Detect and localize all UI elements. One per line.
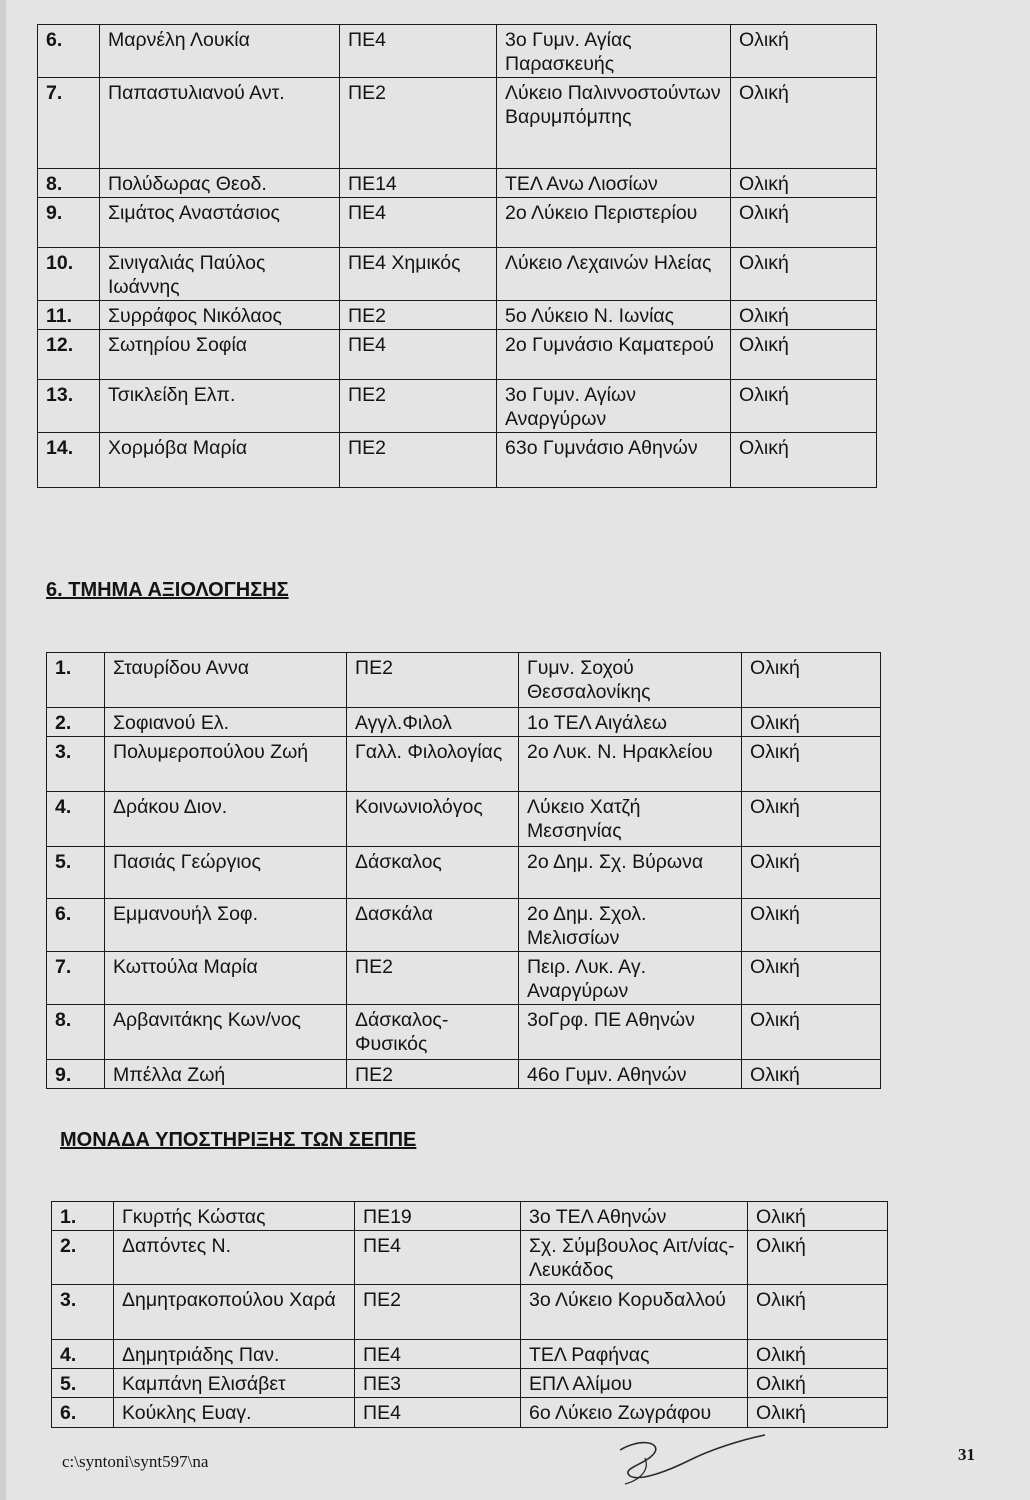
row-name: Πασιάς Γεώργιος bbox=[105, 847, 347, 899]
row-status: Ολική bbox=[731, 248, 877, 301]
row-name: Συρράφος Νικόλαος bbox=[100, 301, 340, 330]
table-row bbox=[38, 433, 877, 488]
table-row bbox=[38, 380, 877, 433]
row-status: Ολική bbox=[742, 899, 881, 952]
row-school: 3ο Γυμν. Αγίας Παρασκευής bbox=[497, 25, 731, 78]
evaluation-staff-table bbox=[46, 652, 881, 1089]
row-specialty: ΠΕ19 bbox=[355, 1202, 521, 1231]
row-specialty: ΠΕ2 bbox=[355, 1285, 521, 1340]
row-status: Ολική bbox=[731, 301, 877, 330]
row-specialty: ΠΕ2 bbox=[340, 433, 497, 488]
row-name: Σταυρίδου Αννα bbox=[105, 653, 347, 708]
row-specialty: ΠΕ2 bbox=[347, 1060, 519, 1089]
row-status: Ολική bbox=[731, 78, 877, 169]
row-specialty: ΠΕ4 bbox=[355, 1231, 521, 1285]
row-number: 2. bbox=[47, 708, 105, 737]
row-school: ΤΕΛ Ραφήνας bbox=[521, 1340, 748, 1369]
row-status: Ολική bbox=[748, 1202, 888, 1231]
row-specialty: ΠΕ4 bbox=[340, 330, 497, 380]
row-specialty: ΠΕ4 bbox=[340, 198, 497, 248]
table-row bbox=[38, 169, 877, 198]
table-row bbox=[47, 792, 881, 847]
row-school: 6ο Λύκειο Ζωγράφου bbox=[521, 1398, 748, 1428]
row-name: Δημητριάδης Παν. bbox=[114, 1340, 355, 1369]
row-school: 2ο Δημ. Σχ. Βύρωνα bbox=[519, 847, 742, 899]
row-specialty: ΠΕ2 bbox=[340, 78, 497, 169]
row-number: 9. bbox=[38, 198, 100, 248]
row-status: Ολική bbox=[748, 1369, 888, 1398]
row-number: 3. bbox=[47, 737, 105, 792]
table-row bbox=[47, 1060, 881, 1089]
row-school: 63ο Γυμνάσιο Αθηνών bbox=[497, 433, 731, 488]
table-row bbox=[38, 248, 877, 301]
table-row bbox=[38, 78, 877, 169]
row-school: Λύκειο Χατζή Μεσσηνίας bbox=[519, 792, 742, 847]
row-status: Ολική bbox=[742, 737, 881, 792]
row-status: Ολική bbox=[742, 1005, 881, 1060]
row-status: Ολική bbox=[742, 653, 881, 708]
row-specialty: ΠΕ3 bbox=[355, 1369, 521, 1398]
row-number: 6. bbox=[52, 1398, 114, 1428]
row-school: 2ο Δημ. Σχολ. Μελισσίων bbox=[519, 899, 742, 952]
row-name: Κωττούλα Μαρία bbox=[105, 952, 347, 1005]
row-school: ΤΕΛ Ανω Λιοσίων bbox=[497, 169, 731, 198]
page-number: 31 bbox=[958, 1445, 975, 1464]
table-row bbox=[52, 1231, 888, 1285]
row-status: Ολική bbox=[731, 380, 877, 433]
row-name: Καμπάνη Ελισάβετ bbox=[114, 1369, 355, 1398]
row-specialty: ΠΕ4 bbox=[340, 25, 497, 78]
row-school: 1ο ΤΕΛ Αιγάλεω bbox=[519, 708, 742, 737]
row-name: Σινιγαλιάς Παύλος Ιωάννης bbox=[100, 248, 340, 301]
row-name: Δημητρακοπούλου Χαρά bbox=[114, 1285, 355, 1340]
table-row bbox=[47, 1005, 881, 1060]
row-school: ΕΠΛ Αλίμου bbox=[521, 1369, 748, 1398]
row-name: Δαπόντες Ν. bbox=[114, 1231, 355, 1285]
row-specialty: Γαλλ. Φιλολογίας bbox=[347, 737, 519, 792]
row-name: Χορμόβα Μαρία bbox=[100, 433, 340, 488]
row-status: Ολική bbox=[748, 1340, 888, 1369]
row-name: Γκυρτής Κώστας bbox=[114, 1202, 355, 1231]
row-number: 7. bbox=[47, 952, 105, 1005]
row-school: 3ο Λύκειο Κορυδαλλού bbox=[521, 1285, 748, 1340]
row-number: 5. bbox=[47, 847, 105, 899]
row-status: Ολική bbox=[748, 1285, 888, 1340]
section-heading-support: ΜΟΝΑΔΑ ΥΠΟΣΤΗΡΙΞΗΣ ΤΩΝ ΣΕΠΠΕ bbox=[60, 1129, 417, 1151]
page-edge bbox=[0, 0, 6, 1500]
row-name: Σωτηρίου Σοφία bbox=[100, 330, 340, 380]
table-row bbox=[52, 1285, 888, 1340]
table-row bbox=[52, 1369, 888, 1398]
row-specialty: Κοινωνιολόγος bbox=[347, 792, 519, 847]
row-name: Κούκλης Ευαγ. bbox=[114, 1398, 355, 1428]
row-status: Ολική bbox=[742, 847, 881, 899]
table-row bbox=[52, 1340, 888, 1369]
row-number: 8. bbox=[47, 1005, 105, 1060]
row-number: 6. bbox=[47, 899, 105, 952]
row-name: Πολυμεροπούλου Ζωή bbox=[105, 737, 347, 792]
row-status: Ολική bbox=[731, 330, 877, 380]
row-status: Ολική bbox=[742, 952, 881, 1005]
row-status: Ολική bbox=[742, 1060, 881, 1089]
row-name: Παπαστυλιανού Αντ. bbox=[100, 78, 340, 169]
row-number: 13. bbox=[38, 380, 100, 433]
row-school: Πειρ. Λυκ. Αγ. Αναργύρων bbox=[519, 952, 742, 1005]
row-number: 10. bbox=[38, 248, 100, 301]
table-row bbox=[47, 653, 881, 708]
support-unit-table bbox=[51, 1201, 888, 1428]
row-number: 14. bbox=[38, 433, 100, 488]
table-row bbox=[38, 198, 877, 248]
row-specialty: ΠΕ2 bbox=[340, 380, 497, 433]
row-number: 1. bbox=[52, 1202, 114, 1231]
row-number: 7. bbox=[38, 78, 100, 169]
row-school: Γυμν. Σοχού Θεσσαλονίκης bbox=[519, 653, 742, 708]
row-school: 46ο Γυμν. Αθηνών bbox=[519, 1060, 742, 1089]
row-name: Μαρνέλη Λουκία bbox=[100, 25, 340, 78]
table-row bbox=[47, 952, 881, 1005]
row-number: 4. bbox=[52, 1340, 114, 1369]
row-school: Σχ. Σύμβουλος Αιτ/νίας-Λευκάδος bbox=[521, 1231, 748, 1285]
table-row bbox=[47, 899, 881, 952]
row-specialty: Δάσκαλος-Φυσικός bbox=[347, 1005, 519, 1060]
row-number: 12. bbox=[38, 330, 100, 380]
table-row bbox=[47, 708, 881, 737]
row-number: 6. bbox=[38, 25, 100, 78]
table-row bbox=[47, 847, 881, 899]
row-specialty: Δασκάλα bbox=[347, 899, 519, 952]
row-name: Σοφιανού Ελ. bbox=[105, 708, 347, 737]
staff-table-continued bbox=[37, 24, 877, 488]
row-status: Ολική bbox=[748, 1231, 888, 1285]
row-specialty: ΠΕ2 bbox=[347, 653, 519, 708]
row-number: 4. bbox=[47, 792, 105, 847]
row-status: Ολική bbox=[748, 1398, 888, 1428]
row-status: Ολική bbox=[731, 25, 877, 78]
row-status: Ολική bbox=[731, 433, 877, 488]
row-specialty: ΠΕ2 bbox=[340, 301, 497, 330]
table-row bbox=[38, 301, 877, 330]
row-number: 5. bbox=[52, 1369, 114, 1398]
row-school: 3ο ΤΕΛ Αθηνών bbox=[521, 1202, 748, 1231]
row-school: Λύκειο Παλιννοστούντων Βαρυμπόμπης bbox=[497, 78, 731, 169]
row-number: 3. bbox=[52, 1285, 114, 1340]
row-school: Λύκειο Λεχαινών Ηλείας bbox=[497, 248, 731, 301]
row-specialty: Δάσκαλος bbox=[347, 847, 519, 899]
row-specialty: ΠΕ4 Χημικός bbox=[340, 248, 497, 301]
table-row bbox=[38, 25, 877, 78]
row-name: Σιμάτος Αναστάσιος bbox=[100, 198, 340, 248]
handwritten-signature bbox=[600, 1420, 770, 1490]
row-school: 2ο Λύκειο Περιστερίου bbox=[497, 198, 731, 248]
row-name: Αρβανιτάκης Κων/νος bbox=[105, 1005, 347, 1060]
row-specialty: ΠΕ2 bbox=[347, 952, 519, 1005]
row-school: 5ο Λύκειο Ν. Ιωνίας bbox=[497, 301, 731, 330]
row-status: Ολική bbox=[742, 792, 881, 847]
row-school: 2ο Γυμνάσιο Καματερού bbox=[497, 330, 731, 380]
footer-file-path: c:\syntoni\synt597\na bbox=[62, 1452, 209, 1471]
row-number: 2. bbox=[52, 1231, 114, 1285]
row-status: Ολική bbox=[742, 708, 881, 737]
row-school: 3ο Γυμν. Αγίων Αναργύρων bbox=[497, 380, 731, 433]
row-name: Δράκου Διον. bbox=[105, 792, 347, 847]
row-name: Τσικλείδη Ελπ. bbox=[100, 380, 340, 433]
row-specialty: ΠΕ4 bbox=[355, 1398, 521, 1428]
row-school: 2ο Λυκ. Ν. Ηρακλείου bbox=[519, 737, 742, 792]
row-number: 9. bbox=[47, 1060, 105, 1089]
row-name: Μπέλλα Ζωή bbox=[105, 1060, 347, 1089]
row-specialty: ΠΕ14 bbox=[340, 169, 497, 198]
row-number: 8. bbox=[38, 169, 100, 198]
row-status: Ολική bbox=[731, 198, 877, 248]
row-status: Ολική bbox=[731, 169, 877, 198]
row-number: 11. bbox=[38, 301, 100, 330]
table-row bbox=[47, 737, 881, 792]
section-heading-evaluation: 6. ΤΜΗΜΑ ΑΞΙΟΛΟΓΗΣΗΣ bbox=[46, 579, 289, 601]
row-name: Πολύδωρας Θεοδ. bbox=[100, 169, 340, 198]
row-name: Εμμανουήλ Σοφ. bbox=[105, 899, 347, 952]
row-number: 1. bbox=[47, 653, 105, 708]
row-specialty: Αγγλ.Φιλολ bbox=[347, 708, 519, 737]
row-school: 3οΓρφ. ΠΕ Αθηνών bbox=[519, 1005, 742, 1060]
table-row bbox=[38, 330, 877, 380]
row-specialty: ΠΕ4 bbox=[355, 1340, 521, 1369]
table-row bbox=[52, 1202, 888, 1231]
